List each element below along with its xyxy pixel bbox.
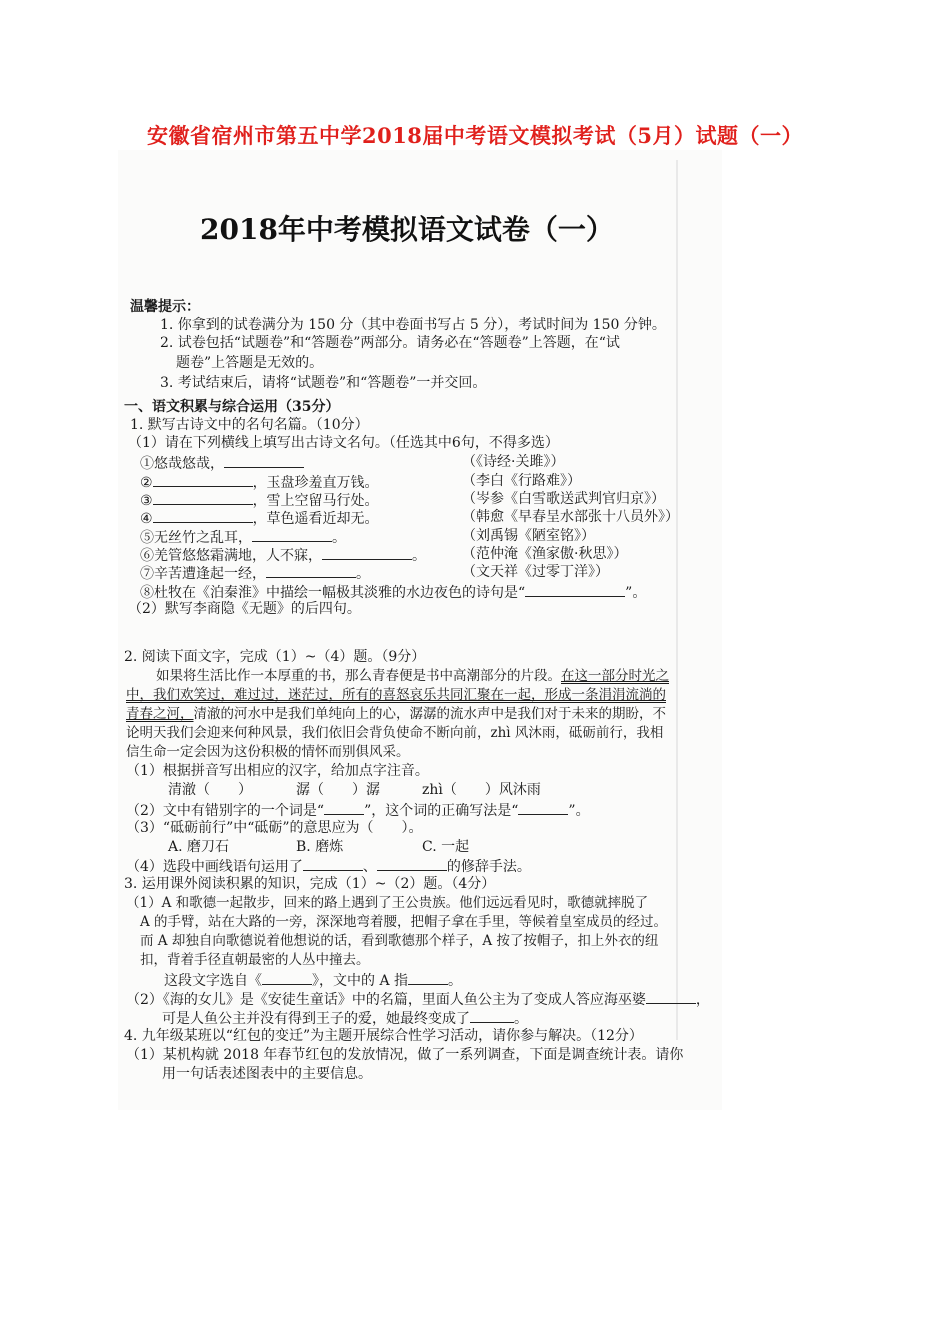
item-text: ①悠哉悠哉，: [140, 456, 224, 472]
q2-passage-line-3: [126, 705, 666, 723]
q2-word-1: 清澈（ ）: [168, 782, 252, 798]
item-source-6: （范仲淹《渔家傲·秋思》）: [462, 546, 628, 562]
item-text: ，草色遥看近却无。: [252, 511, 379, 527]
q1-item-2: [140, 472, 379, 492]
q2-sub-3: （3）“砥砺前行”中“砥砺”的意思应为（ ）。: [126, 820, 423, 836]
q2-passage-line-4: 论明天我们会迎来何种风景，我们依旧会背负使命不断向前，zhì 风沐雨，砥砺前行，我相: [126, 725, 664, 741]
q2-option-a: A. 磨刀石: [168, 839, 230, 855]
scan-speck: [676, 160, 678, 1040]
question-text: 、: [362, 859, 377, 875]
q2-passage-line-1: [156, 667, 669, 685]
q2-passage-line-2: 中，我们欢笑过，难过过，迷茫过，所有的喜怒哀乐共同汇聚在一起，形成一条涓涓流淌的: [126, 687, 666, 703]
question-text: 。: [514, 1011, 528, 1027]
question-text: （4）选段中画线语句运用了: [126, 859, 303, 875]
tips-heading: 温馨提示：: [130, 299, 200, 315]
q1-item-4: [140, 508, 379, 528]
item-text: ⑥羌管悠悠霜满地，人不寐，: [140, 548, 322, 564]
answer-blank[interactable]: [377, 856, 447, 871]
answer-blank[interactable]: [470, 1008, 514, 1023]
item-text: ④: [140, 511, 153, 527]
q3-sub-2: [126, 989, 710, 1009]
q1-item-3: [140, 490, 379, 510]
answer-blank[interactable]: [525, 582, 625, 597]
question-text: （2）《海的女儿》是《安徒生童话》中的名篇，里面人鱼公主为了变成人答应海巫婆: [126, 992, 646, 1008]
q2-stem: 2. 阅读下面文字，完成（1）~（4）题。（9分）: [124, 649, 426, 665]
q1-item-6: [140, 545, 426, 565]
question-text: ，: [695, 992, 710, 1008]
item-source-1: （《诗经·关雎》）: [462, 454, 565, 470]
q3-sub-1-answer: [164, 970, 462, 990]
passage-text: 如果将生活比作一本厚重的书，那么青春便是书中高潮部分的片段。: [156, 668, 561, 684]
q3-text-4: 扣，背着手径直朝最密的人丛中撞去。: [140, 952, 370, 968]
answer-blank[interactable]: [408, 970, 448, 985]
q3-text-3: 而 A 却独自向歌德说着他想说的话，看到歌德那个样子，A 按了按帽子，扣上外衣的纽: [140, 933, 659, 949]
q4-sub-1-cont: 用一句话表述图表中的主要信息。: [162, 1066, 372, 1082]
answer-blank[interactable]: [224, 453, 304, 468]
answer-blank[interactable]: [153, 472, 253, 487]
answer-blank[interactable]: [324, 800, 364, 815]
question-text: 》，文中的 A 指: [312, 973, 409, 989]
answer-blank[interactable]: [266, 563, 356, 578]
q2-option-c: C. 一起: [422, 839, 470, 855]
item-source-3: （岑参《白雪歌送武判官归京》）: [462, 491, 665, 507]
item-source-5: （刘禹锡《陋室铭》）: [462, 528, 595, 544]
q2-sub-2: [126, 800, 590, 820]
q1-part1: （1）请在下列横线上填写出古诗文名句。（任选其中6句，不得多选）: [128, 435, 559, 451]
item-text: ，雪上空留马行处。: [252, 493, 379, 509]
question-text: 。: [448, 973, 463, 989]
answer-blank[interactable]: [153, 508, 253, 523]
item-text: ，玉盘珍羞直万钱。: [252, 475, 379, 491]
item-text: ②: [140, 475, 153, 491]
answer-blank[interactable]: [153, 490, 253, 505]
item-text: ⑤无丝竹之乱耳，: [140, 530, 252, 546]
answer-blank[interactable]: [646, 989, 696, 1004]
q1-item-5: [140, 527, 346, 547]
q2-word-3: zhì（ ）风沐雨: [422, 782, 541, 798]
question-text: 可是人鱼公主并没有得到王子的爱，她最终变成了: [162, 1011, 470, 1027]
item-text: ③: [140, 493, 153, 509]
tip-3: 3. 考试结束后，请将“试题卷”和“答题卷”一并交回。: [160, 375, 487, 391]
underlined-text: 青春之河，: [126, 706, 194, 722]
q2-sub-4: [126, 856, 531, 876]
q3-text-1: （1）A 和歌德一起散步，回来的路上遇到了王公贵族。他们远远看见时，歌德就摔脱了: [126, 895, 649, 911]
exam-title: 2018年中考模拟语文试卷（一）: [200, 213, 614, 246]
tip-2a: 2. 试卷包括“试题卷”和“答题卷”两部分。请务必在“答题卷”上答题，在“试: [160, 335, 620, 351]
question-text: ”，这个词的正确写法是“: [364, 803, 519, 819]
q3-stem: 3. 运用课外阅读积累的知识，完成（1）~（2）题。（4分）: [124, 876, 496, 892]
q1-stem: 1. 默写古诗文中的名句名篇。（10分）: [130, 417, 369, 433]
question-text: 这段文字选自《: [164, 973, 262, 989]
passage-text: 清澈的河水中是我们单纯向上的心，潺潺的流水声中是我们对于未来的期盼，不: [193, 706, 666, 722]
tip-2b: 题卷”上答题是无效的。: [176, 355, 324, 371]
question-text: （2）文中有错别字的一个词是“: [126, 803, 325, 819]
q3-sub-2-cont: [162, 1008, 528, 1028]
q2-passage-line-5: 信生命一定会因为这份积极的情怀而别俱风采。: [126, 744, 410, 760]
q1-part2: （2）默写李商隐《无题》的后四句。: [128, 601, 361, 617]
answer-blank[interactable]: [303, 856, 363, 871]
q1-item-1: [140, 453, 304, 473]
item-text: 。: [412, 548, 426, 564]
q2-word-2: 潺（ ）潺: [296, 782, 380, 798]
item-source-7: （文天祥《过零丁洋》）: [462, 564, 609, 580]
item-source-2: （李白《行路难》）: [462, 473, 581, 489]
section-1-heading: 一、语文积累与综合运用（35分）: [124, 399, 340, 415]
q3-text-2: A 的手臂，站在大路的一旁，深深地弯着腰，把帽子拿在手里，等候着皇室成员的经过。: [140, 914, 668, 930]
q2-option-b: B. 磨炼: [296, 839, 344, 855]
item-text: ⑦辛苦遭逢起一经，: [140, 566, 266, 582]
underlined-text: 在这一部分时光之: [561, 668, 669, 684]
q1-item-8: [140, 582, 646, 602]
item-text: 。: [356, 566, 370, 582]
item-text: 。: [332, 530, 346, 546]
question-text: 的修辞手法。: [446, 859, 531, 875]
item-source-4: （韩愈《早春呈水部张十八员外》）: [462, 509, 679, 525]
item-text: ⑧杜牧在《泊秦淮》中描绘一幅极其淡雅的水边夜色的诗句是“: [140, 585, 526, 601]
q1-item-7: [140, 563, 370, 583]
q4-stem: 4. 九年级某班以“红包的变迁”为主题开展综合性学习活动，请你参与解决。（12分）: [124, 1028, 643, 1044]
q4-sub-1: （1）某机构就 2018 年春节红包的发放情况，做了一系列调查，下面是调查统计表。请你: [126, 1047, 684, 1063]
tip-1: 1. 你拿到的试卷满分为 150 分（其中卷面书写占 5 分），考试时间为 150 分钟。: [160, 317, 666, 333]
answer-blank[interactable]: [322, 545, 412, 560]
item-text: ”。: [625, 585, 647, 601]
answer-blank[interactable]: [518, 800, 568, 815]
document-header: 安徽省宿州市第五中学2018届中考语文模拟考试（5月）试题（一）: [146, 123, 804, 148]
question-text: ”。: [568, 803, 590, 819]
answer-blank[interactable]: [262, 970, 312, 985]
answer-blank[interactable]: [252, 527, 332, 542]
q2-sub-1: （1）根据拼音写出相应的汉字，给加点字注音。: [126, 763, 429, 779]
